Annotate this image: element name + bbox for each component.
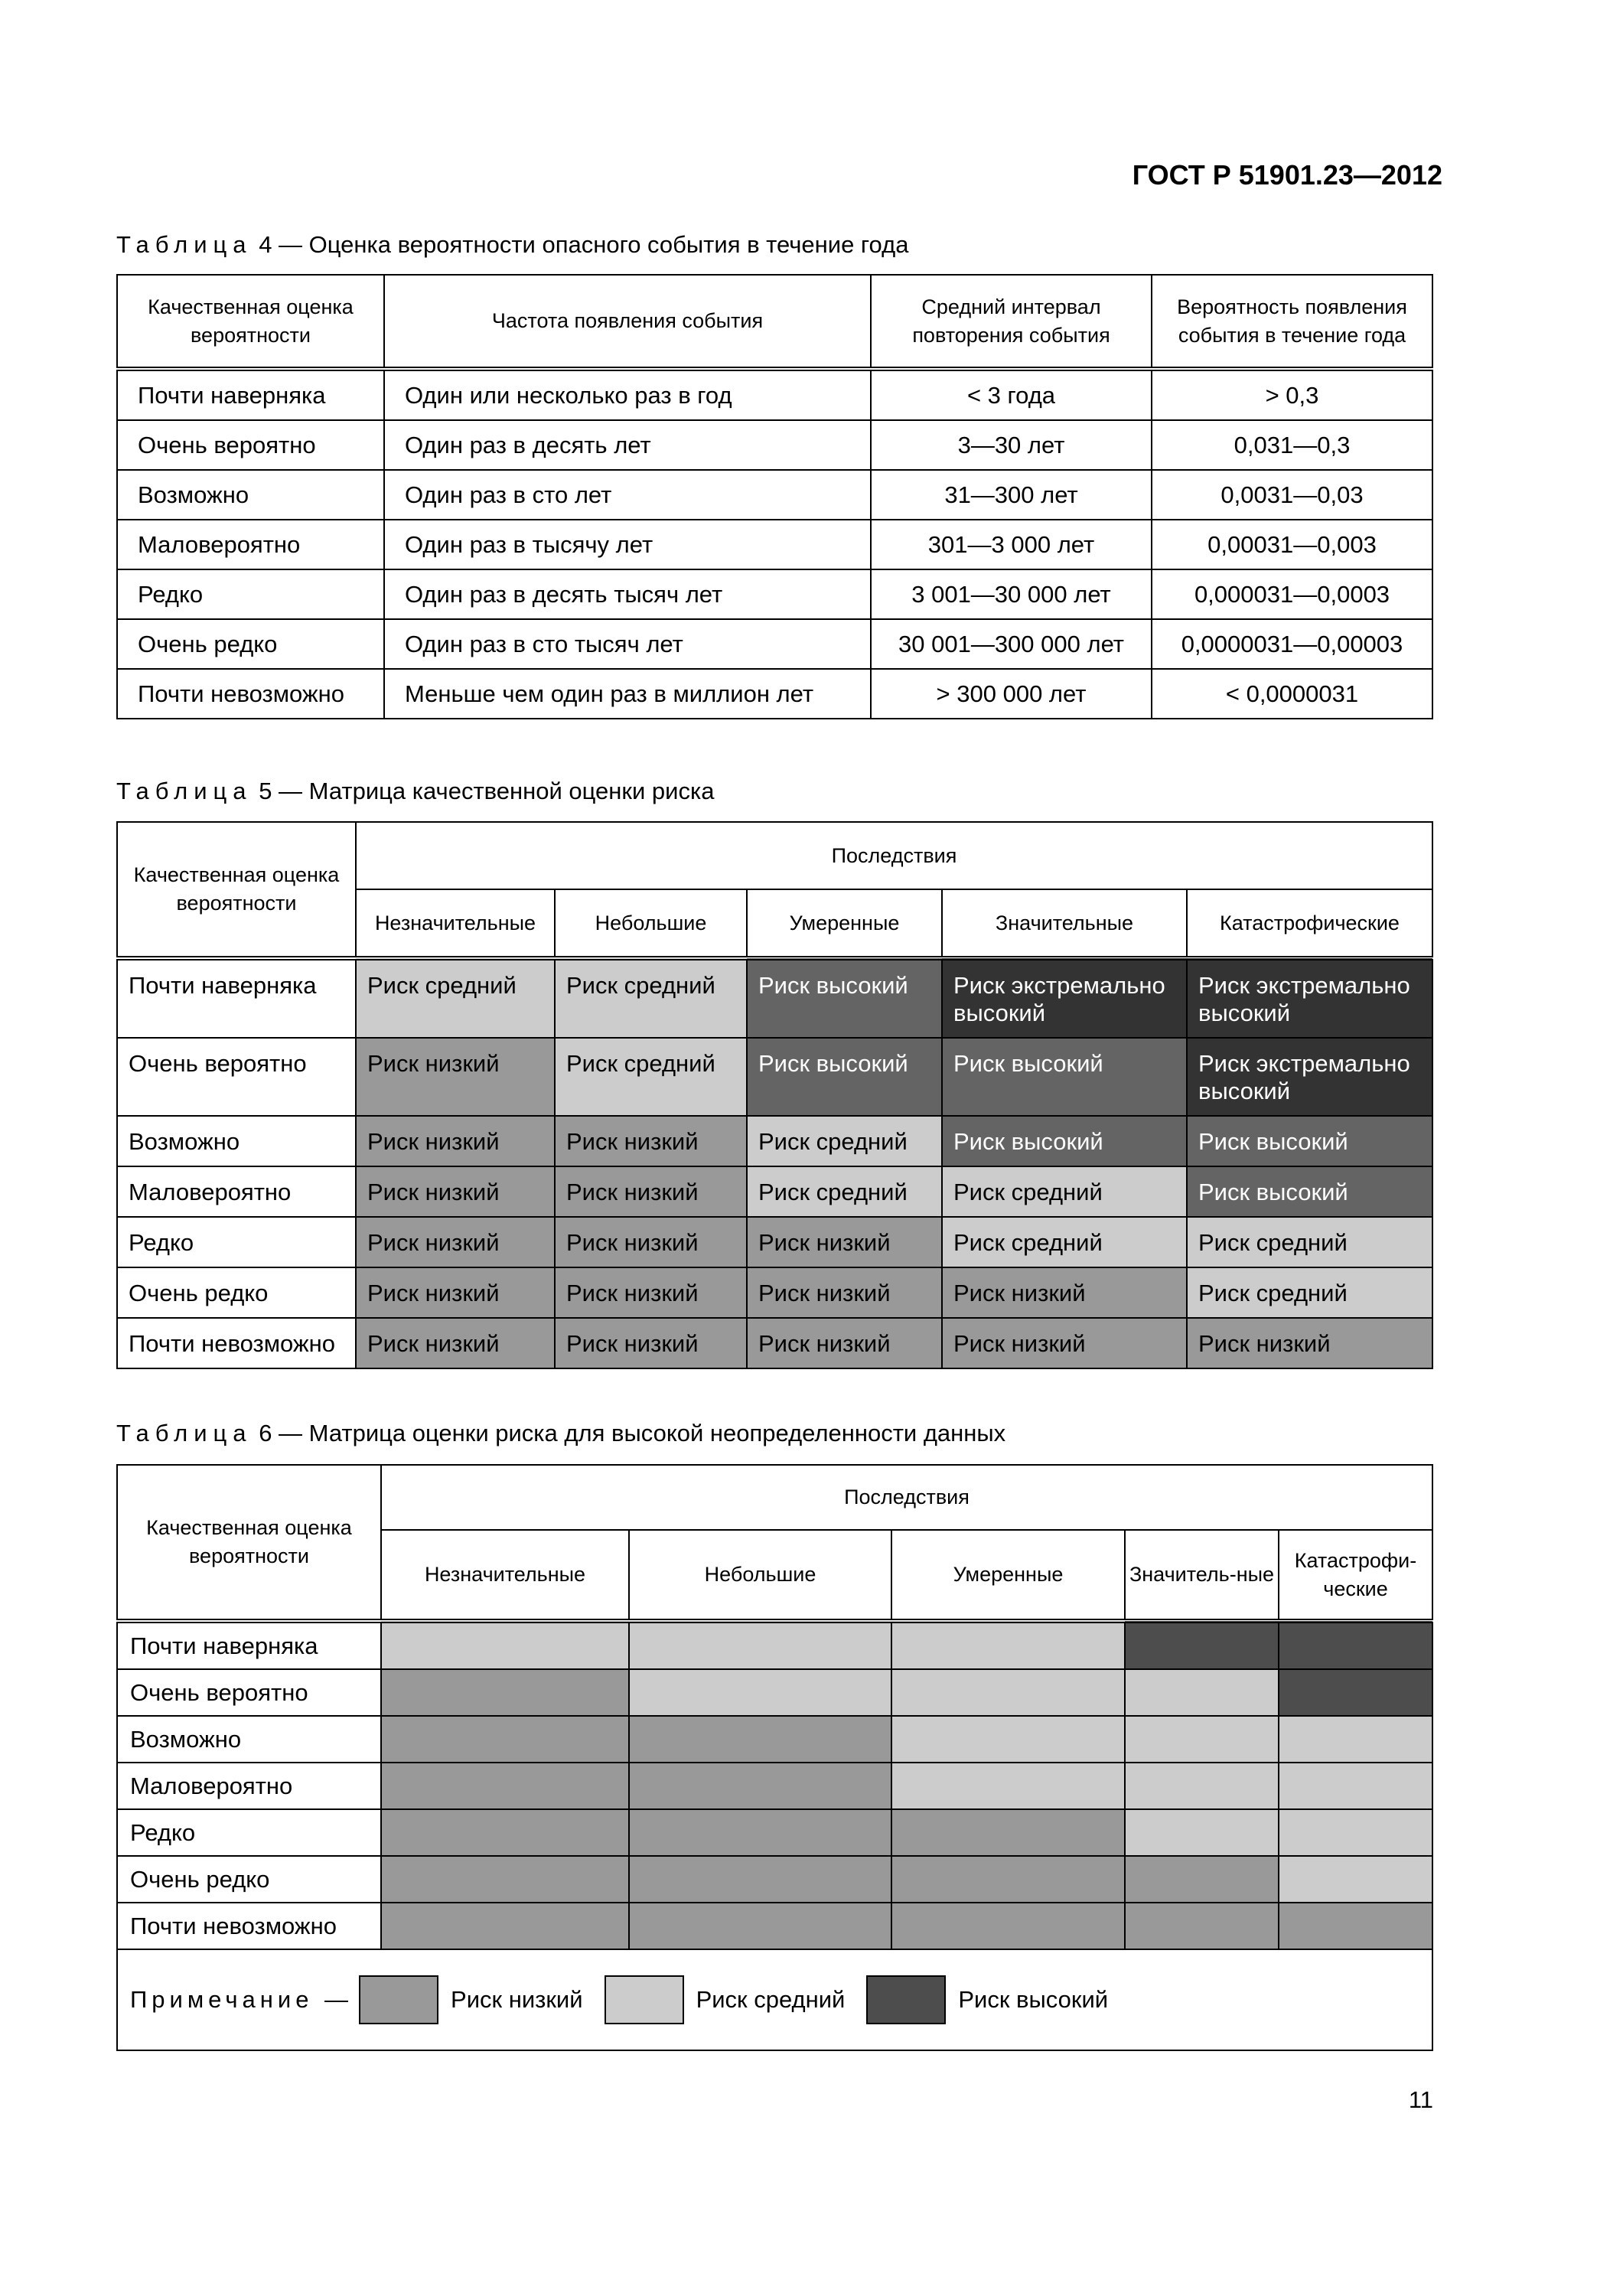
row-label: Очень вероятно	[117, 1669, 381, 1716]
note-label: Примечание —	[130, 1986, 354, 2013]
table-cell: > 0,3	[1152, 369, 1432, 420]
table-cell: Почти наверняка	[117, 369, 384, 420]
table-header-row	[117, 275, 1432, 369]
risk-cell: Риск низкий	[356, 1116, 555, 1166]
table-cell: Один раз в десять тысяч лет	[384, 569, 871, 619]
risk-cell-low	[629, 1856, 891, 1903]
risk-cell: Риск средний	[1187, 1217, 1432, 1267]
column-header: Небольшие	[555, 889, 747, 958]
legend-label-medium: Риск средний	[696, 1986, 846, 2013]
risk-cell: Риск низкий	[356, 1038, 555, 1116]
risk-cell: Риск средний	[747, 1166, 942, 1217]
risk-cell-low	[381, 1903, 629, 1949]
standard-number: ГОСТ Р 51901.23—2012	[1132, 159, 1442, 191]
risk-cell: Риск низкий	[747, 1318, 942, 1368]
risk-cell-high	[1279, 1669, 1432, 1716]
risk-cell: Риск низкий	[1187, 1318, 1432, 1368]
risk-cell: Риск высокий	[942, 1116, 1187, 1166]
table-cell: Очень вероятно	[117, 420, 384, 470]
table-cell: 0,0000031—0,00003	[1152, 619, 1432, 669]
risk-cell-medium	[1125, 1669, 1279, 1716]
risk-cell: Риск средний	[747, 1116, 942, 1166]
column-header: Умеренные	[891, 1530, 1125, 1621]
table-cell: Один раз в тысячу лет	[384, 520, 871, 569]
table6-caption-prefix: Таблица	[116, 1420, 253, 1446]
risk-cell-medium	[629, 1669, 891, 1716]
risk-cell-low	[629, 1903, 891, 1949]
table-cell: Почти невозможно	[117, 669, 384, 719]
column-header: Умеренные	[747, 889, 942, 958]
table-row	[117, 369, 1432, 420]
risk-cell-medium	[1125, 1809, 1279, 1856]
consequences-header: Последствия	[356, 822, 1432, 889]
row-label: Очень редко	[117, 1267, 356, 1318]
table-cell: Очень редко	[117, 619, 384, 669]
table-row	[117, 420, 1432, 470]
legend-swatch-medium	[605, 1975, 684, 2024]
risk-cell: Риск низкий	[356, 1217, 555, 1267]
risk-cell: Риск средний	[555, 1038, 747, 1116]
header-cell: Средний интервал повторения события	[871, 275, 1152, 369]
risk-cell-low	[629, 1716, 891, 1763]
row-label: Редко	[117, 1809, 381, 1856]
risk-cell-medium	[1125, 1763, 1279, 1809]
table-row	[117, 1267, 1432, 1318]
legend-label-high: Риск высокий	[958, 1986, 1109, 2013]
consequences-header: Последствия	[381, 1465, 1432, 1530]
column-header: Катастрофические	[1187, 889, 1432, 958]
column-header: Катастрофи-ческие	[1279, 1530, 1432, 1621]
table-row	[117, 569, 1432, 619]
table-cell: 31—300 лет	[871, 470, 1152, 520]
risk-cell-high	[1125, 1621, 1279, 1669]
table-cell: > 300 000 лет	[871, 669, 1152, 719]
note-row	[117, 1949, 1432, 2050]
table-row	[117, 619, 1432, 669]
row-label: Почти наверняка	[117, 958, 356, 1038]
table-row	[117, 1716, 1432, 1763]
legend-swatch-low	[359, 1975, 438, 2024]
risk-cell: Риск низкий	[555, 1166, 747, 1217]
column-header: Незначительные	[381, 1530, 629, 1621]
row-label: Почти невозможно	[117, 1318, 356, 1368]
table-row	[117, 1763, 1432, 1809]
table-row	[117, 1621, 1432, 1669]
table-row	[117, 1217, 1432, 1267]
table-cell: 30 001—300 000 лет	[871, 619, 1152, 669]
risk-cell: Риск высокий	[747, 1038, 942, 1116]
table-row	[117, 1856, 1432, 1903]
risk-cell-low	[891, 1903, 1125, 1949]
risk-cell-medium	[891, 1763, 1125, 1809]
table-cell: 0,00031—0,003	[1152, 520, 1432, 569]
risk-cell: Риск средний	[942, 1166, 1187, 1217]
table-cell: 3 001—30 000 лет	[871, 569, 1152, 619]
risk-cell: Риск средний	[356, 958, 555, 1038]
risk-cell: Риск экстремально высокий	[942, 958, 1187, 1038]
risk-cell: Риск низкий	[555, 1116, 747, 1166]
row-label: Очень редко	[117, 1856, 381, 1903]
table-cell: Меньше чем один раз в миллион лет	[384, 669, 871, 719]
header-cell: Частота появления события	[384, 275, 871, 369]
table-row	[117, 1903, 1432, 1949]
risk-cell-medium	[1279, 1763, 1432, 1809]
table6-caption	[116, 1420, 1005, 1447]
note-cell	[117, 1949, 1432, 2050]
table5-caption-prefix: Таблица	[116, 778, 253, 804]
table-header-row	[117, 822, 1432, 889]
table5-caption	[116, 778, 714, 805]
row-label: Возможно	[117, 1716, 381, 1763]
risk-cell-low	[381, 1856, 629, 1903]
table-row	[117, 1116, 1432, 1166]
column-header: Значительные	[942, 889, 1187, 958]
table4-caption	[116, 231, 908, 259]
risk-cell-low	[629, 1809, 891, 1856]
risk-cell-medium	[891, 1621, 1125, 1669]
table-row	[117, 1669, 1432, 1716]
risk-cell-low	[629, 1763, 891, 1809]
column-header: Небольшие	[629, 1530, 891, 1621]
table4-caption-prefix: Таблица	[116, 231, 253, 258]
table-row	[117, 1318, 1432, 1368]
risk-cell-low	[891, 1856, 1125, 1903]
risk-cell: Риск низкий	[747, 1217, 942, 1267]
table-row	[117, 1038, 1432, 1116]
risk-cell-medium	[891, 1669, 1125, 1716]
table-cell: 3—30 лет	[871, 420, 1152, 470]
risk-cell-low	[1279, 1903, 1432, 1949]
table-row	[117, 520, 1432, 569]
legend	[130, 1975, 1432, 2024]
risk-cell: Риск экстремально высокий	[1187, 958, 1432, 1038]
risk-cell-low	[1125, 1903, 1279, 1949]
legend-label-low: Риск низкий	[451, 1986, 583, 2013]
table-header-row	[117, 1465, 1432, 1530]
risk-cell: Риск низкий	[555, 1267, 747, 1318]
risk-cell: Риск высокий	[1187, 1166, 1432, 1217]
risk-cell: Риск низкий	[555, 1318, 747, 1368]
risk-cell: Риск средний	[1187, 1267, 1432, 1318]
risk-cell: Риск высокий	[942, 1038, 1187, 1116]
table-cell: Маловероятно	[117, 520, 384, 569]
risk-cell-low	[381, 1669, 629, 1716]
risk-cell-medium	[1279, 1856, 1432, 1903]
table6-caption-text: 6 — Матрица оценки риска для высокой неопределенности данных	[259, 1420, 1006, 1446]
risk-cell: Риск экстремально высокий	[1187, 1038, 1432, 1116]
risk-cell-medium	[891, 1716, 1125, 1763]
table-cell: Возможно	[117, 470, 384, 520]
table-cell: 0,031—0,3	[1152, 420, 1432, 470]
risk-cell-medium	[1125, 1716, 1279, 1763]
row-label: Почти наверняка	[117, 1621, 381, 1669]
row-label: Почти невозможно	[117, 1903, 381, 1949]
page-number: 11	[1408, 2086, 1433, 2113]
table-cell: Редко	[117, 569, 384, 619]
corner-header: Качественная оценка вероятности	[117, 822, 356, 958]
legend-swatch-high	[866, 1975, 946, 2024]
table-cell: 0,0031—0,03	[1152, 470, 1432, 520]
table-cell: 301—3 000 лет	[871, 520, 1152, 569]
risk-cell-high	[1279, 1621, 1432, 1669]
table-cell: < 0,0000031	[1152, 669, 1432, 719]
table-cell: < 3 года	[871, 369, 1152, 420]
risk-cell-medium	[1279, 1809, 1432, 1856]
risk-cell: Риск низкий	[747, 1267, 942, 1318]
table-cell: 0,000031—0,0003	[1152, 569, 1432, 619]
table-row	[117, 1809, 1432, 1856]
risk-matrix-table	[116, 821, 1433, 1369]
table-row	[117, 1166, 1432, 1217]
table-row	[117, 669, 1432, 719]
risk-cell: Риск низкий	[356, 1267, 555, 1318]
header-cell: Вероятность появления события в течение года	[1152, 275, 1432, 369]
risk-cell: Риск низкий	[356, 1166, 555, 1217]
risk-cell: Риск низкий	[356, 1318, 555, 1368]
risk-cell: Риск высокий	[747, 958, 942, 1038]
probability-table	[116, 274, 1433, 719]
table-cell: Один раз в сто тысяч лет	[384, 619, 871, 669]
row-label: Возможно	[117, 1116, 356, 1166]
risk-cell-low	[381, 1716, 629, 1763]
risk-cell: Риск средний	[555, 958, 747, 1038]
corner-header: Качественная оценка вероятности	[117, 1465, 381, 1621]
risk-cell-low	[381, 1763, 629, 1809]
table4-caption-text: 4 — Оценка вероятности опасного события в течение года	[259, 231, 909, 258]
table-cell: Один раз в сто лет	[384, 470, 871, 520]
header-cell: Качественная оценка вероятности	[117, 275, 384, 369]
risk-cell-low	[1125, 1856, 1279, 1903]
risk-cell-low	[891, 1809, 1125, 1856]
column-header: Значитель-ные	[1125, 1530, 1279, 1621]
table-row	[117, 958, 1432, 1038]
row-label: Редко	[117, 1217, 356, 1267]
row-label: Очень вероятно	[117, 1038, 356, 1116]
column-header: Незначительные	[356, 889, 555, 958]
risk-cell: Риск высокий	[1187, 1116, 1432, 1166]
risk-cell-medium	[381, 1621, 629, 1669]
risk-cell: Риск средний	[942, 1217, 1187, 1267]
table-row	[117, 470, 1432, 520]
uncertainty-matrix-table	[116, 1464, 1433, 2051]
risk-cell: Риск низкий	[942, 1318, 1187, 1368]
risk-cell-low	[381, 1809, 629, 1856]
table-cell: Один или несколько раз в год	[384, 369, 871, 420]
table5-caption-text: 5 — Матрица качественной оценки риска	[259, 778, 715, 804]
risk-cell: Риск низкий	[942, 1267, 1187, 1318]
table-cell: Один раз в десять лет	[384, 420, 871, 470]
risk-cell-medium	[629, 1621, 891, 1669]
risk-cell: Риск низкий	[555, 1217, 747, 1267]
row-label: Маловероятно	[117, 1763, 381, 1809]
row-label: Маловероятно	[117, 1166, 356, 1217]
risk-cell-medium	[1279, 1716, 1432, 1763]
